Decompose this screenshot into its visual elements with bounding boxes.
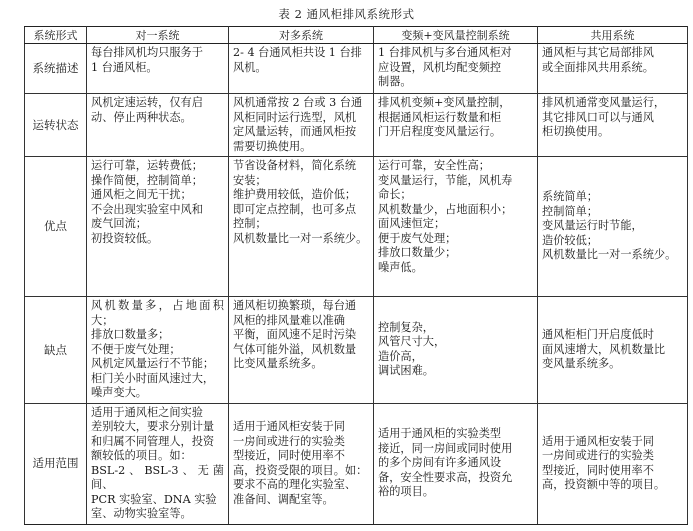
table-cell	[538, 403, 688, 524]
cell-text-line: 运行可靠，安全性高；	[378, 159, 490, 172]
cell-text-line: 平衡，面风速不足时污染	[233, 328, 357, 341]
cell-text-line: 需要切换使用。	[233, 139, 312, 153]
cell-text-line: 准备间、调配室等。	[233, 492, 334, 506]
cell-text-line: 通风柜切换繁琐，每台通	[233, 299, 357, 312]
table-cell	[538, 297, 688, 404]
cell-text-line: 型接近，同时使用率不	[233, 449, 345, 462]
cell-text-line: 即可定点控制，也可多点	[233, 202, 357, 216]
cell-text-line: 风机。	[233, 60, 267, 74]
row-label: 适用范围	[25, 403, 87, 524]
table-caption: 表 2 通风柜排风系统形式	[278, 7, 415, 21]
row-label: 缺点	[25, 297, 87, 404]
cell-text-line: 适用于通风柜安装于同	[233, 420, 345, 433]
cell-text-line: 高，投资受限的项目。如：	[233, 463, 368, 477]
table-cell	[538, 44, 688, 94]
ventilation-system-table	[24, 26, 688, 525]
cell-text-line: 便于废气处理；	[378, 231, 457, 245]
cell-text-line: 变风量系统多。	[542, 357, 621, 370]
table-cell	[87, 157, 229, 297]
table-row	[25, 44, 688, 94]
cell-text-line: 或全面排风共用系统。	[542, 60, 654, 74]
cell-text-line: 噪声低。	[378, 260, 423, 274]
cell-text-line: 风管尺寸大，	[378, 335, 446, 349]
table-cell	[538, 94, 688, 157]
cell-text-line: 面风速恒定；	[378, 217, 446, 230]
table-row	[25, 297, 688, 404]
cell-text-line: 风机数量比一对一系统少。	[233, 231, 368, 245]
column-header: 共用系统	[538, 27, 688, 44]
cell-text-line: 一房间或进行的实验类	[233, 434, 345, 448]
table-cell	[87, 44, 229, 94]
cell-text-line: 型接近，同时使用率不	[542, 463, 654, 477]
cell-text-line: 排风机通常变风量运行，	[542, 96, 666, 109]
cell-text-line: 门开启程度变风量运行。	[378, 125, 502, 138]
column-header: 对多系统	[229, 27, 374, 44]
table-cell	[374, 157, 538, 297]
cell-text-line: 节省设备材料，简化系统	[233, 159, 357, 172]
table-cell	[87, 403, 229, 524]
cell-text-line: 气体可能外溢，风机数量	[233, 342, 357, 356]
table-cell	[374, 44, 538, 94]
table-cell	[229, 297, 374, 404]
cell-text-line: 适用于通风柜的实验类型	[378, 427, 502, 441]
cell-text-line: 动、停止两种状态。	[91, 110, 192, 124]
cell-text-line: PCR 实验室、DNA 实验	[91, 492, 217, 506]
table-cell	[374, 94, 538, 157]
cell-text-line: 风机数量多，占地面积大；	[91, 299, 224, 327]
cell-text-line: 风机定风量运行不节能；	[91, 357, 215, 370]
cell-text-line: 根据通风柜运行数量和柜	[378, 110, 502, 124]
cell-text-line: 适用于通风柜之间实验	[91, 405, 203, 419]
table-cell	[87, 297, 229, 404]
cell-text-line: 风柜的排风量难以准确	[233, 313, 345, 327]
cell-text-line: 初投资较低。	[91, 231, 159, 245]
table-cell	[229, 44, 374, 94]
row-label: 优点	[25, 157, 87, 297]
cell-text-line: 制器。	[378, 75, 412, 88]
cell-text-line: 操作简便，控制简单；	[91, 173, 203, 187]
cell-text-line: 差别较大，要求分别计量	[91, 420, 215, 433]
cell-text-line: 维护费用较低，造价低；	[233, 188, 357, 201]
column-header: 系统形式	[25, 27, 87, 44]
cell-text-line: 比变风量系统多。	[233, 357, 323, 370]
cell-text-line: 造价高，	[378, 349, 423, 363]
cell-text-line: 控制简单；	[542, 204, 598, 218]
table-cell	[229, 94, 374, 157]
cell-text-line: 室、动物实验室等。	[91, 507, 192, 520]
table-cell	[374, 403, 538, 524]
table-cell	[374, 297, 538, 404]
cell-text-line: 排放口数量多；	[91, 328, 170, 341]
cell-text-line: 适用于通风柜安装于同	[542, 434, 654, 448]
cell-text-line: 不会出现实验室中风和	[91, 202, 203, 216]
cell-text-line: 运行可靠，运转费低；	[91, 159, 203, 172]
cell-text-line: 2- 4 台通风柜共设 1 台排	[233, 46, 362, 59]
table-cell	[229, 157, 374, 297]
cell-text-line: 造价较低；	[542, 233, 598, 247]
cell-text-line: 每台排风机均只服务于	[91, 46, 203, 59]
cell-text-line: 柜门关小时面风速过大，	[91, 371, 215, 385]
cell-text-line: 和归属不同管理人，投资	[91, 434, 215, 448]
cell-text-line: 柜切换使用。	[542, 125, 610, 138]
cell-text-line: 排放口数量少；	[378, 246, 457, 259]
cell-text-line: 面风速增大，风机数量比	[542, 342, 666, 356]
cell-text-line: 通风柜与其它局部排风	[542, 46, 654, 59]
cell-text-line: 变风量运行时节能，	[542, 219, 643, 233]
cell-text-line: 系统简单；	[542, 190, 598, 204]
cell-text-line: 命长；	[378, 188, 412, 201]
table-cell	[87, 94, 229, 157]
cell-text-line: 高，投资额中等的项目。	[542, 478, 666, 491]
table-row	[25, 94, 688, 157]
cell-text-line: BSL-2、BSL-3、无菌间、	[91, 463, 224, 491]
cell-text-line: 应设置，风机均配变频控	[378, 60, 502, 74]
cell-text-line: 的多个房间有许多通风设	[378, 456, 502, 470]
cell-text-line: 噪声变大。	[91, 386, 147, 399]
cell-text-line: 通风柜之间无干扰；	[91, 188, 192, 201]
table-cell	[538, 157, 688, 297]
cell-text-line: 控制复杂，	[378, 320, 434, 334]
row-label: 系统描述	[25, 44, 87, 94]
cell-text-line: 变风量运行，节能，风机寿	[378, 173, 513, 187]
cell-text-line: 控制；	[233, 217, 267, 230]
cell-text-line: 定风量运转，而通风柜按	[233, 125, 357, 138]
table-cell	[229, 403, 374, 524]
table-row	[25, 403, 688, 524]
cell-text-line: 通风柜柜门开启度低时	[542, 328, 654, 341]
cell-text-line: 要求不高的理化实验室、	[233, 478, 357, 491]
cell-text-line: 备，安全性要求高，投资允	[378, 470, 513, 484]
table-row	[25, 157, 688, 297]
cell-text-line: 其它排风口可以与通风	[542, 110, 654, 124]
cell-text-line: 风柜同时运行选型，风机	[233, 110, 357, 124]
cell-text-line: 排风机变频+变风量控制，	[378, 96, 511, 109]
cell-text-line: 一房间或进行的实验类	[542, 449, 654, 462]
cell-text-line: 风机通常按 2 台或 3 台通	[233, 96, 363, 109]
cell-text-line: 风机数量比一对一系统少。	[542, 248, 677, 262]
column-header: 变频+变风量控制系统	[374, 27, 538, 44]
cell-text-line: 1 台通风柜。	[91, 60, 158, 74]
cell-text-line: 额较低的项目。如：	[91, 449, 192, 462]
cell-text-line: 接近，同一房间或同时使用	[378, 441, 513, 455]
row-label: 运转状态	[25, 94, 87, 157]
cell-text-line: 不便于废气处理；	[91, 342, 181, 356]
cell-text-line: 调试困难。	[378, 364, 434, 378]
cell-text-line: 风机定速运转，仅有启	[91, 96, 203, 109]
column-header: 对一系统	[87, 27, 229, 44]
cell-text-line: 安装；	[233, 173, 267, 187]
table-header-row	[25, 27, 688, 44]
cell-text-line: 废气回流；	[91, 217, 147, 230]
cell-text-line: 裕的项目。	[378, 485, 434, 499]
cell-text-line: 风机数量少，占地面积小；	[378, 202, 513, 216]
cell-text-line: 1 台排风机与多台通风柜对	[378, 46, 512, 59]
